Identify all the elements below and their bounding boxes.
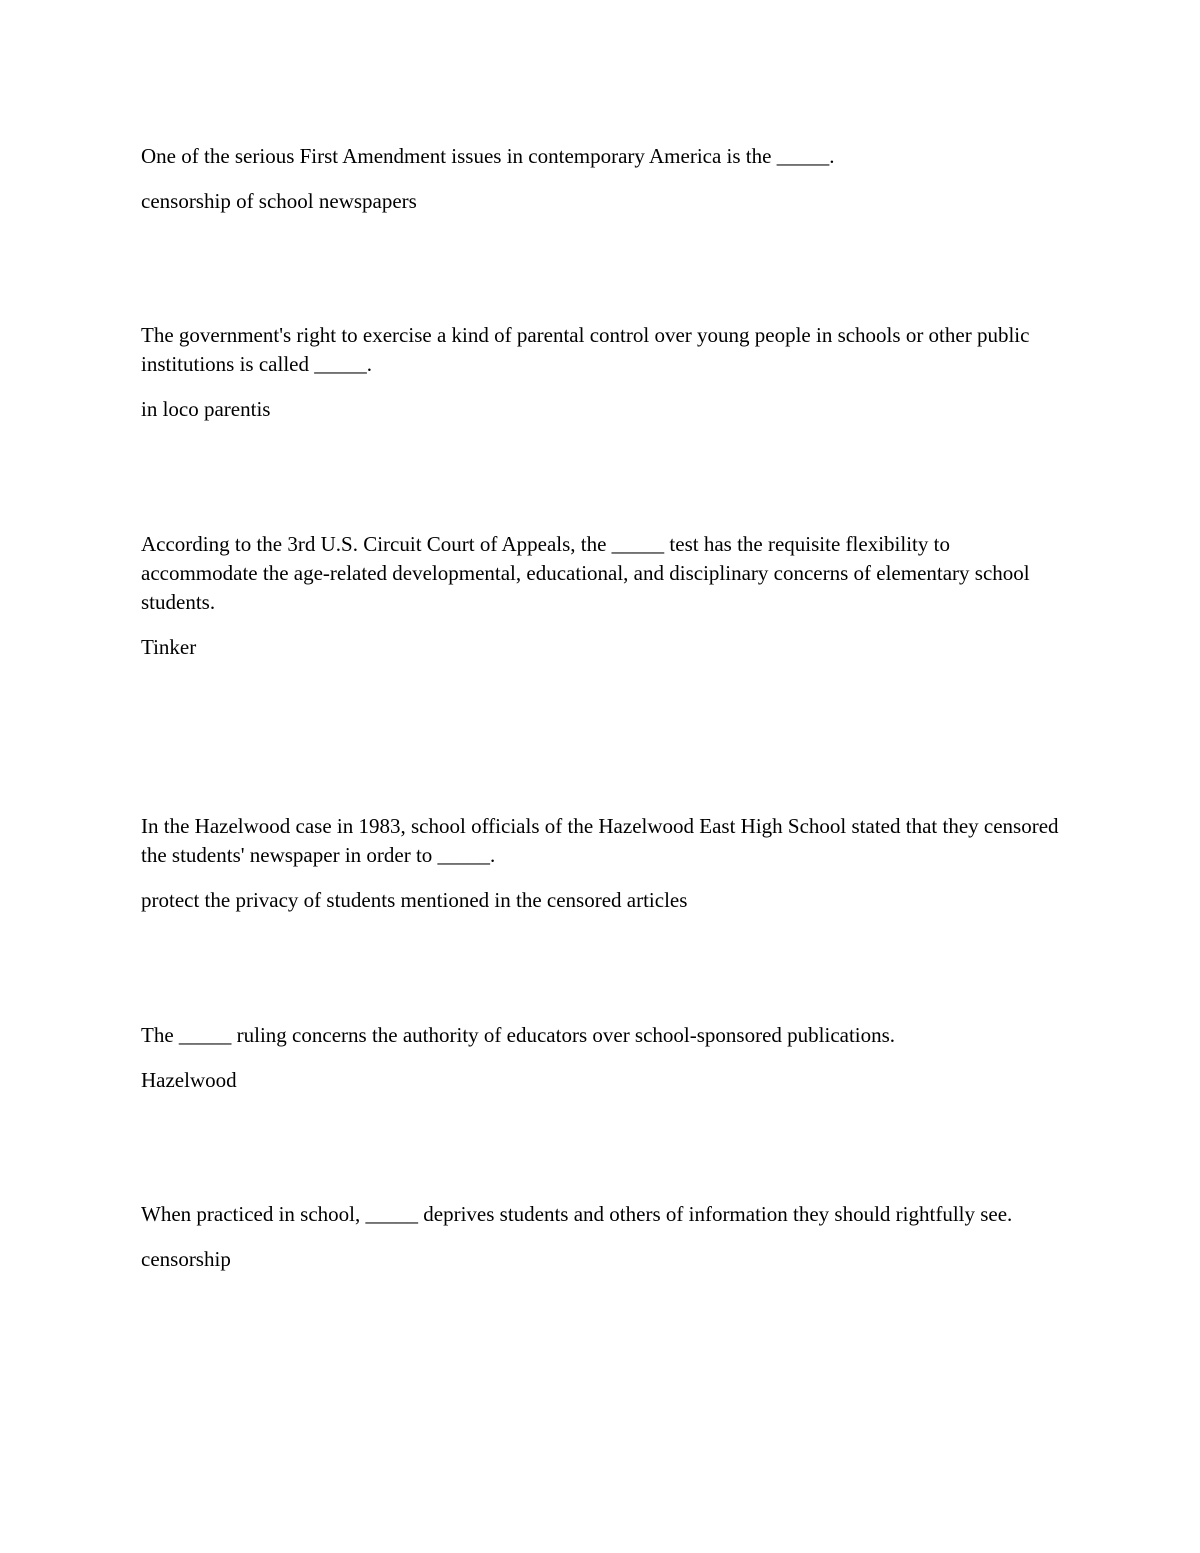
question-text: When practiced in school, _____ deprives students and others of information they should rightfully see. — [141, 1202, 1013, 1226]
question-text: In the Hazelwood case in 1983, school officials of the Hazelwood East High School stated that they censored the students' newspaper in order to _____. — [141, 814, 1059, 867]
answer-text: Tinker — [141, 635, 197, 659]
question-text: According to the 3rd U.S. Circuit Court of Appeals, the _____ test has the requisite flexibility to accommodate the age-related developmental, educational, and disciplinary concerns of elementary school students. — [141, 532, 1030, 614]
qa-item-6 — [141, 1200, 1061, 1274]
qa-item-3 — [141, 530, 1061, 662]
question-text: One of the serious First Amendment issues in contemporary America is the _____. — [141, 144, 835, 168]
answer-text: protect the privacy of students mentioned in the censored articles — [141, 888, 688, 912]
answer-text: censorship of school newspapers — [141, 189, 417, 213]
question-text: The _____ ruling concerns the authority of educators over school-sponsored publications. — [141, 1023, 896, 1047]
answer-text: Hazelwood — [141, 1068, 237, 1092]
qa-item-2 — [141, 321, 1061, 424]
answer-text: censorship — [141, 1247, 231, 1271]
answer-text: in loco parentis — [141, 397, 271, 421]
qa-item-5 — [141, 1021, 1061, 1095]
qa-item-4 — [141, 812, 1061, 915]
question-text: The government's right to exercise a kind of parental control over young people in schools or other public institutions is called _____. — [141, 323, 1030, 376]
qa-item-1 — [141, 142, 1061, 216]
